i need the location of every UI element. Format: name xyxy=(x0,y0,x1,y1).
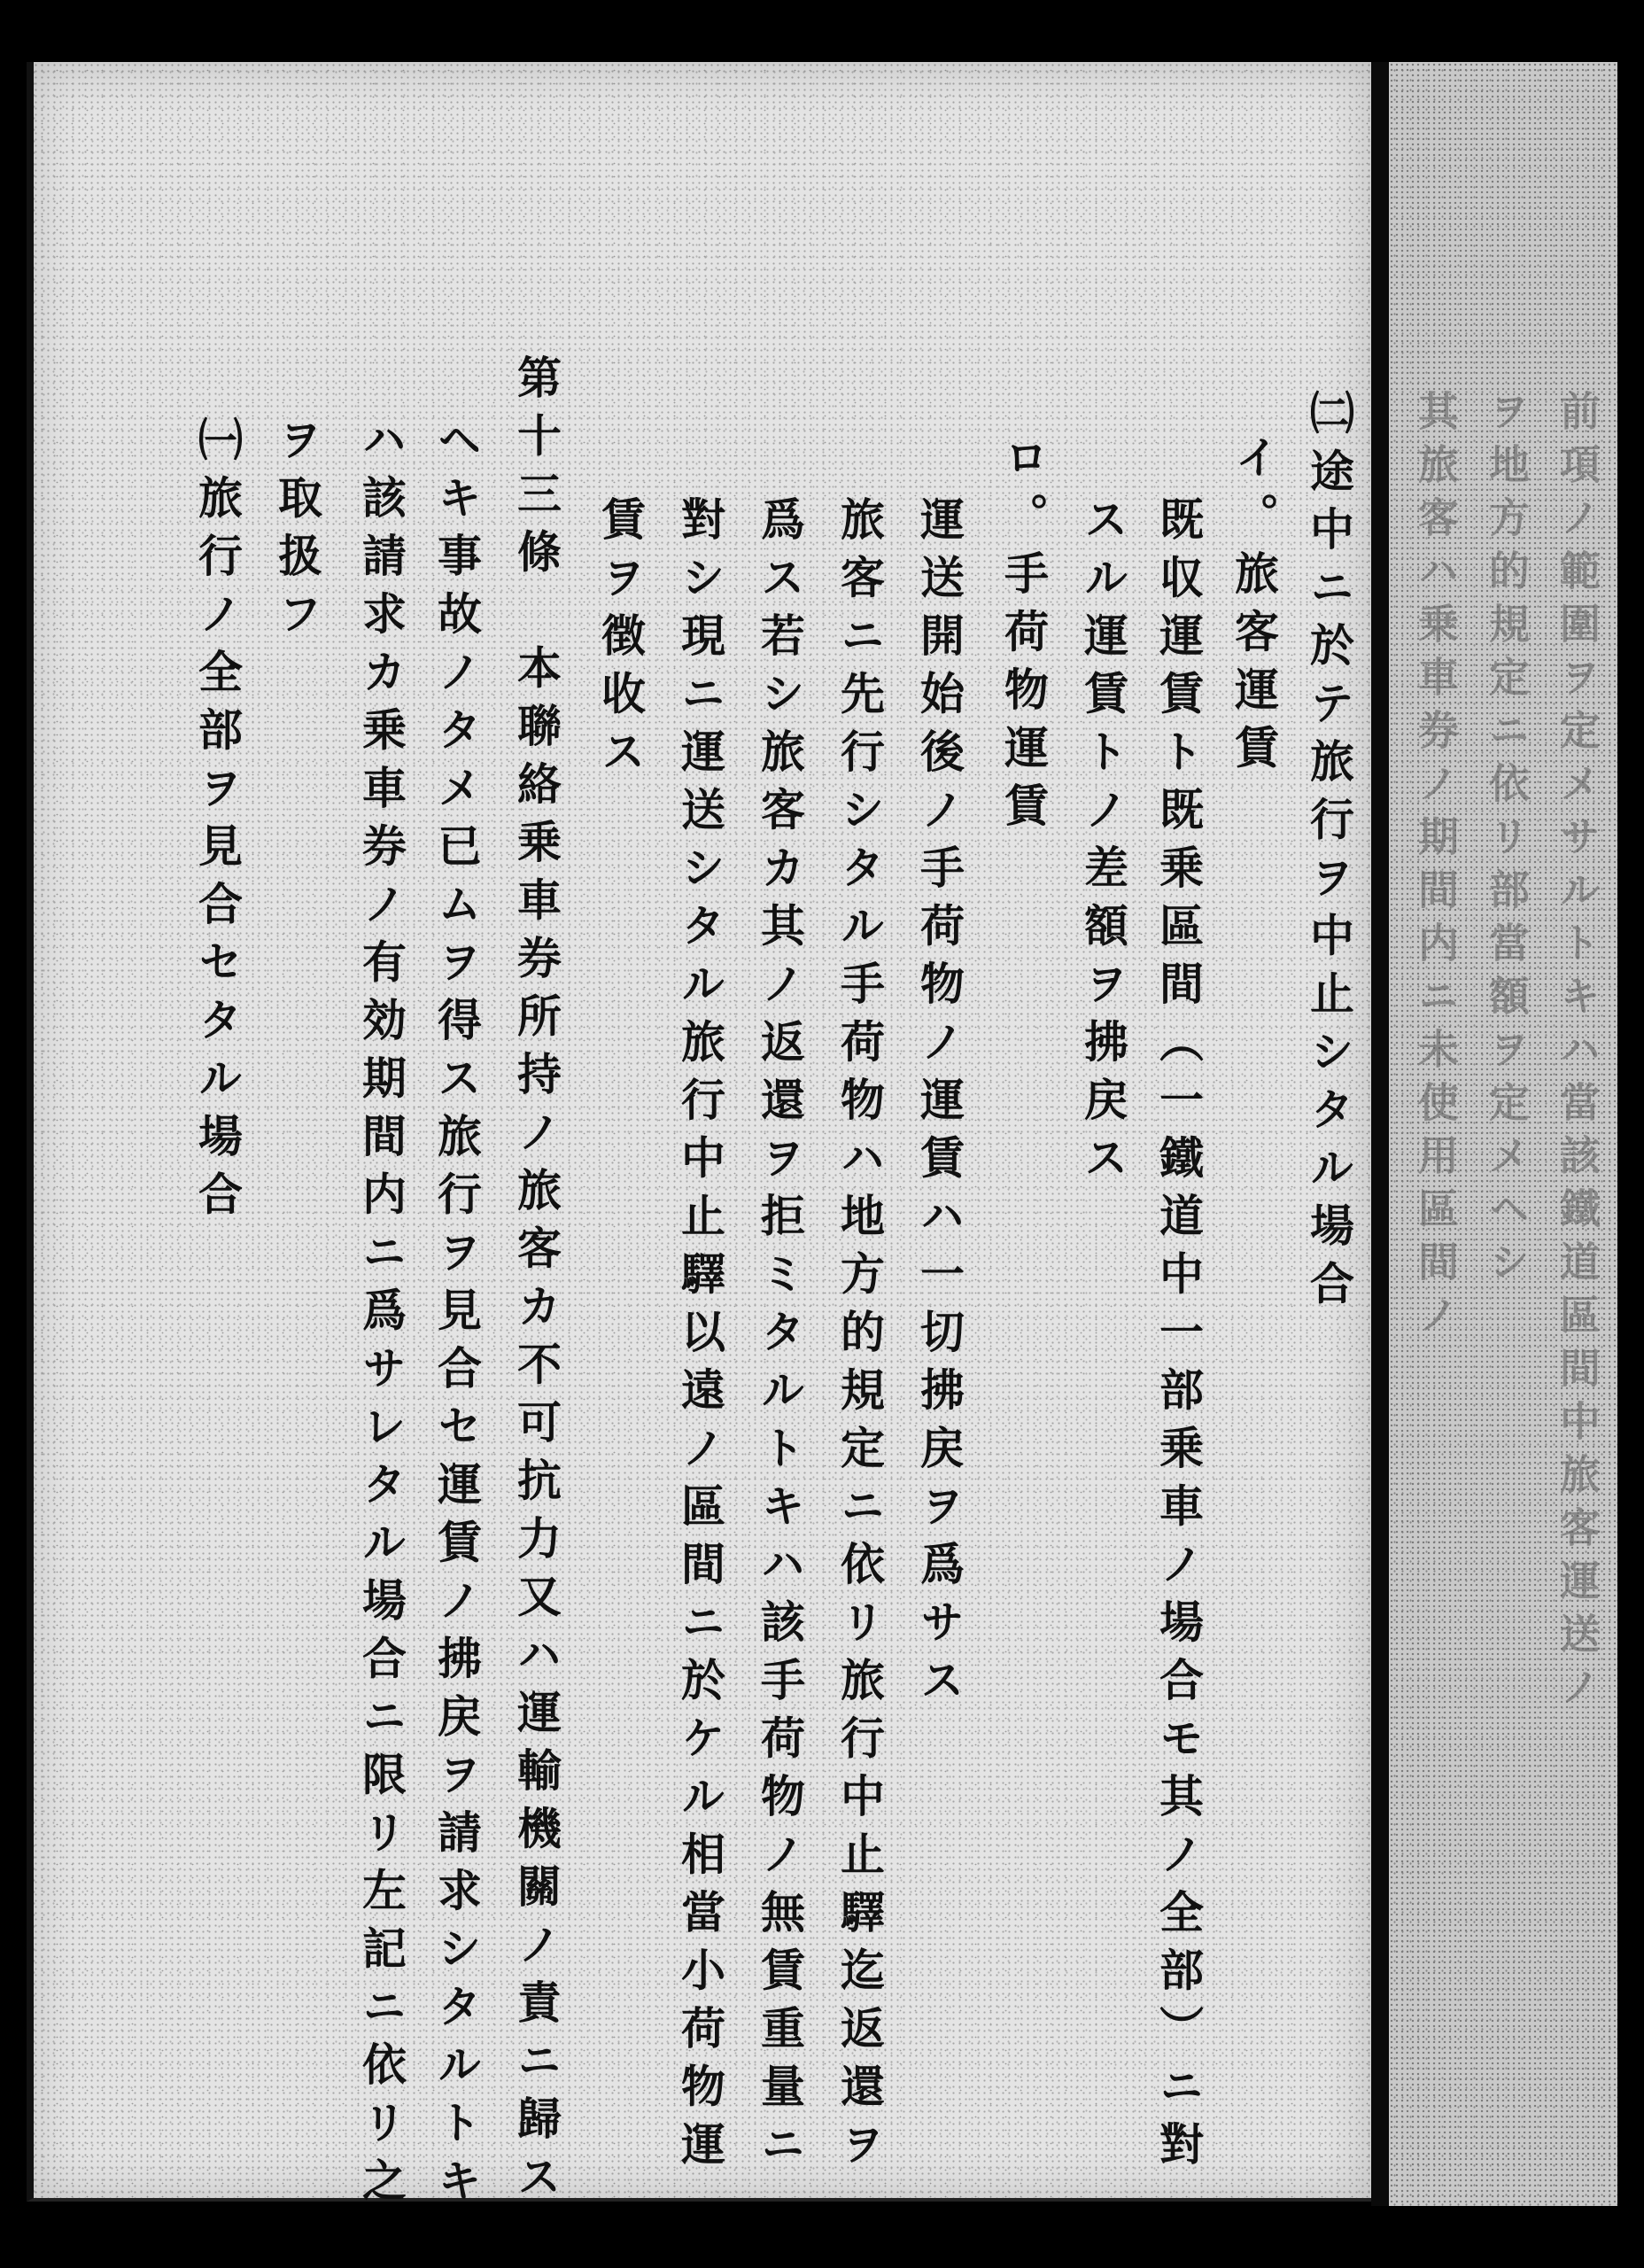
text-line: 旅客ニ先行シタル手荷物ハ地方的規定ニ依リ旅行中止驛迄返還ヲ xyxy=(834,496,886,2179)
adjacent-page-line: ヲ地方的規定ニ依リ部當額ヲ定メヘシ xyxy=(1483,390,1531,1293)
text-line: スル運賃トノ差額ヲ拂戻ス xyxy=(1077,496,1129,1192)
article-heading: 第十三條 本聯絡乗車券所持ノ旅客カ不可抗力又ハ運輸機關ノ責ニ歸ス xyxy=(510,354,562,2211)
scan-margin xyxy=(1617,62,1644,2206)
text-line: ヘキ事故ノタメ已ムヲ得ス旅行ヲ見合セ運賃ノ拂戻ヲ請求シタルトキ xyxy=(430,416,483,2216)
subheading: イ。旅客運賃 xyxy=(1228,434,1280,782)
subheading: ロ。手荷物運賃 xyxy=(997,434,1050,841)
book-spine xyxy=(1371,62,1389,2206)
text-line: ヲ取扱フ xyxy=(271,416,323,649)
text-line: ハ該請求カ乗車券ノ有効期間内ニ爲サレタル場合ニ限リ左記ニ依リ之 xyxy=(355,416,407,2216)
adjacent-page-line: 前項ノ範圍ヲ定メサルトキハ當該鐵道區間中旅客運送ノ xyxy=(1554,390,1601,1719)
text-line: 賃ヲ徴收ス xyxy=(594,496,647,787)
adjacent-page xyxy=(1389,62,1617,2206)
text-line: 運送開始後ノ手荷物ノ運賃ハ一切拂戻ヲ爲サス xyxy=(913,496,965,1715)
text-line: 既収運賃ト既乗區間（一鐵道中一部乗車ノ場合モ其ノ全部）ニ對 xyxy=(1152,496,1205,2179)
section-heading: ㈡途中ニ於テ旅行ヲ中止シタル場合 xyxy=(1303,390,1355,1318)
adjacent-page-line: 其旅客ハ乗車券ノ期間内ニ未使用區間ノ xyxy=(1412,390,1460,1347)
subheading: ㈠旅行ノ全部ヲ見合セタル場合 xyxy=(191,416,244,1229)
text-line: 對シ現ニ運送シタル旅行中止驛以遠ノ區間ニ於ケル相當小荷物運 xyxy=(674,496,726,2179)
text-line: 爲ス若シ旅客カ其ノ返還ヲ拒ミタルトキハ該手荷物ノ無賃重量ニ xyxy=(754,496,806,2179)
